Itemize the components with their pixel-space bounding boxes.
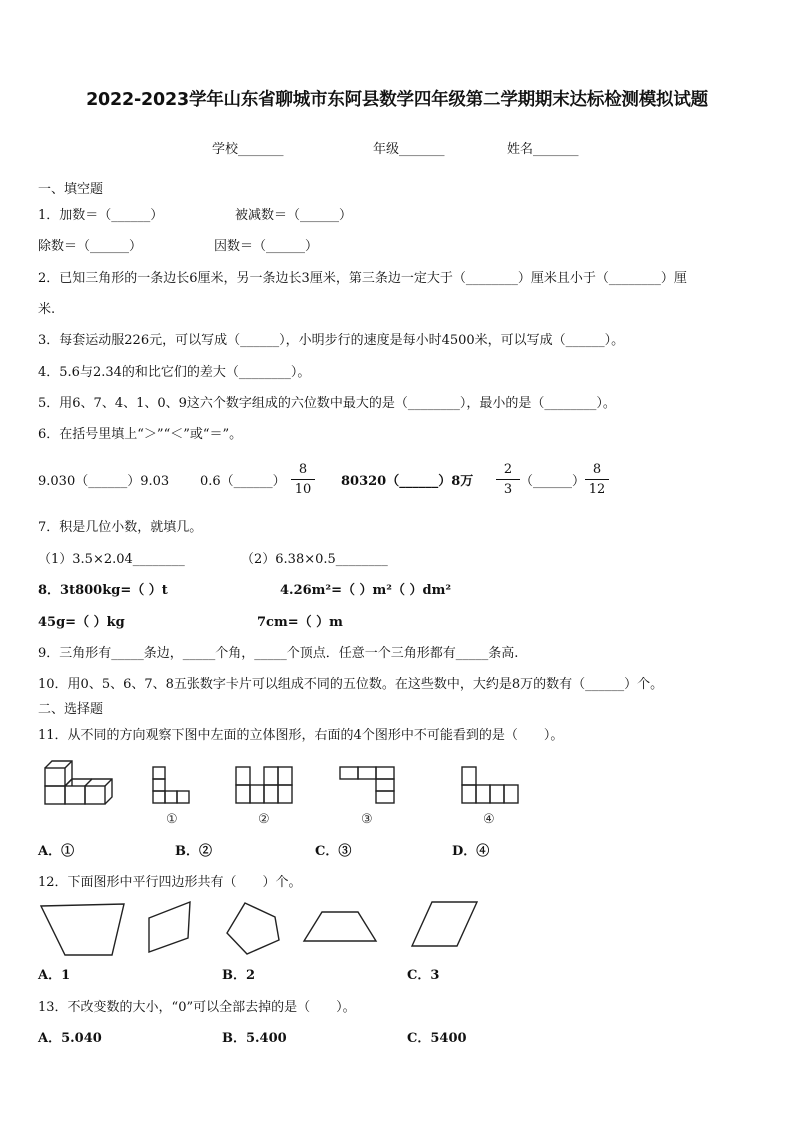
q6-compare-a: 9.030（______）9.03	[38, 474, 170, 489]
section-multiple-choice: 二、选择题	[38, 702, 104, 717]
q8-part-b: 4.26m²=（ ）m²（ ）dm²	[280, 583, 452, 598]
school-field: 学校_______	[212, 142, 284, 157]
q12-stem: 12．下面图形中平行四边形共有（ ）个。	[38, 875, 302, 890]
q12-shape-pentagon	[224, 900, 284, 958]
fraction-numerator: 2	[503, 462, 513, 477]
fraction-numerator: 8	[298, 462, 308, 477]
q11-view-2	[236, 767, 296, 805]
fraction-bar	[496, 479, 520, 480]
question-4: 4．5.6与2.34的和比它们的差大（________）。	[38, 365, 311, 380]
q11-option-d: D．④	[452, 844, 490, 859]
question-5: 5．用6、7、4、1、0、9这六个数字组成的六位数中最大的是（________），最小的是（________）。	[38, 396, 616, 411]
q1-divisor: 除数＝（______）	[38, 239, 143, 254]
q12-shape-parallelogram-tilted	[146, 900, 196, 954]
fraction-numerator: 8	[592, 462, 602, 477]
q1-addend: 1．加数＝（______）	[38, 208, 164, 223]
q8-part-d: 7cm=（ ）m	[257, 615, 343, 630]
q2-line2: 米.	[38, 302, 56, 317]
question-10: 10．用0、5、6、7、8五张数字卡片可以组成不同的五位数。在这些数中，大约是8万的数有（______）个。	[38, 677, 664, 692]
q8-part-a: 8．3t800kg=（ ）t	[38, 583, 168, 598]
q7-part1: （1）3.5×2.04________	[38, 552, 185, 567]
q6-fraction-2-3	[496, 462, 520, 497]
q6-stem: 6．在括号里填上“＞”“＜”或“＝”。	[38, 427, 243, 442]
q11-label-2: ②	[258, 812, 270, 827]
q11-option-b: B．②	[175, 844, 212, 859]
q1-factor: 因数＝（______）	[214, 239, 319, 254]
q11-label-4: ④	[483, 812, 495, 827]
q12-shape-trapezoid	[302, 910, 378, 944]
question-9: 9．三角形有_____条边，_____个角，_____个顶点．任意一个三角形都有_____条高.	[38, 646, 519, 661]
q11-view-1	[153, 767, 193, 805]
q8-part-c: 45g=（ ）kg	[38, 615, 125, 630]
q2-line1: 2．已知三角形的一条边长6厘米，另一条边长3厘米，第三条边一定大于（________）厘米且小于（________）厘	[38, 271, 687, 286]
q11-option-c: C．③	[315, 844, 352, 859]
q13-stem: 13．不改变数的大小，“0”可以全部去掉的是（ ）。	[38, 1000, 356, 1015]
q11-stem: 11．从不同的方向观察下图中左面的立体图形，右面的4个图形中不可能看到的是（ ）。	[38, 728, 564, 743]
fraction-denominator: 3	[503, 482, 513, 497]
q11-label-3: ③	[361, 812, 373, 827]
fraction-bar	[291, 479, 315, 480]
q11-view-4	[462, 767, 522, 805]
q6-fraction-8-12	[585, 462, 609, 497]
name-field: 姓名_______	[507, 142, 579, 157]
q1-minuend: 被减数＝（______）	[235, 208, 353, 223]
q12-option-a: A．1	[38, 968, 71, 983]
fraction-bar	[585, 479, 609, 480]
question-3: 3．每套运动服226元，可以写成（______），小明步行的速度是每小时4500米，可以写成（______）。	[38, 333, 625, 348]
q12-shape-trapezoid-irregular	[38, 902, 128, 958]
q13-option-c: C．5400	[407, 1031, 467, 1046]
q6-compare-c: 80320（______）8万	[341, 474, 474, 489]
q11-option-a: A．①	[38, 844, 75, 859]
q7-part2: （2）6.38×0.5________	[241, 552, 388, 567]
fraction-denominator: 12	[588, 482, 606, 497]
q12-shape-parallelogram	[410, 900, 480, 950]
q6-compare-b: 0.6（______）	[200, 474, 286, 489]
q7-stem: 7．积是几位小数，就填几。	[38, 520, 203, 535]
section-fill-blank: 一、填空题	[38, 182, 104, 197]
q11-solid-figure	[40, 758, 110, 808]
q6-fraction-8-10	[291, 462, 315, 497]
fraction-denominator: 10	[294, 482, 312, 497]
grade-field: 年级_______	[373, 142, 445, 157]
q11-view-3	[340, 767, 400, 805]
q6-compare-d: （______）	[520, 474, 586, 489]
q13-option-a: A．5.040	[38, 1031, 102, 1046]
page-title: 2022-2023学年山东省聊城市东阿县数学四年级第二学期期末达标检测模拟试题	[86, 90, 708, 110]
q12-option-b: B．2	[222, 968, 256, 983]
q11-label-1: ①	[166, 812, 178, 827]
q12-option-c: C．3	[407, 968, 440, 983]
q13-option-b: B．5.400	[222, 1031, 287, 1046]
